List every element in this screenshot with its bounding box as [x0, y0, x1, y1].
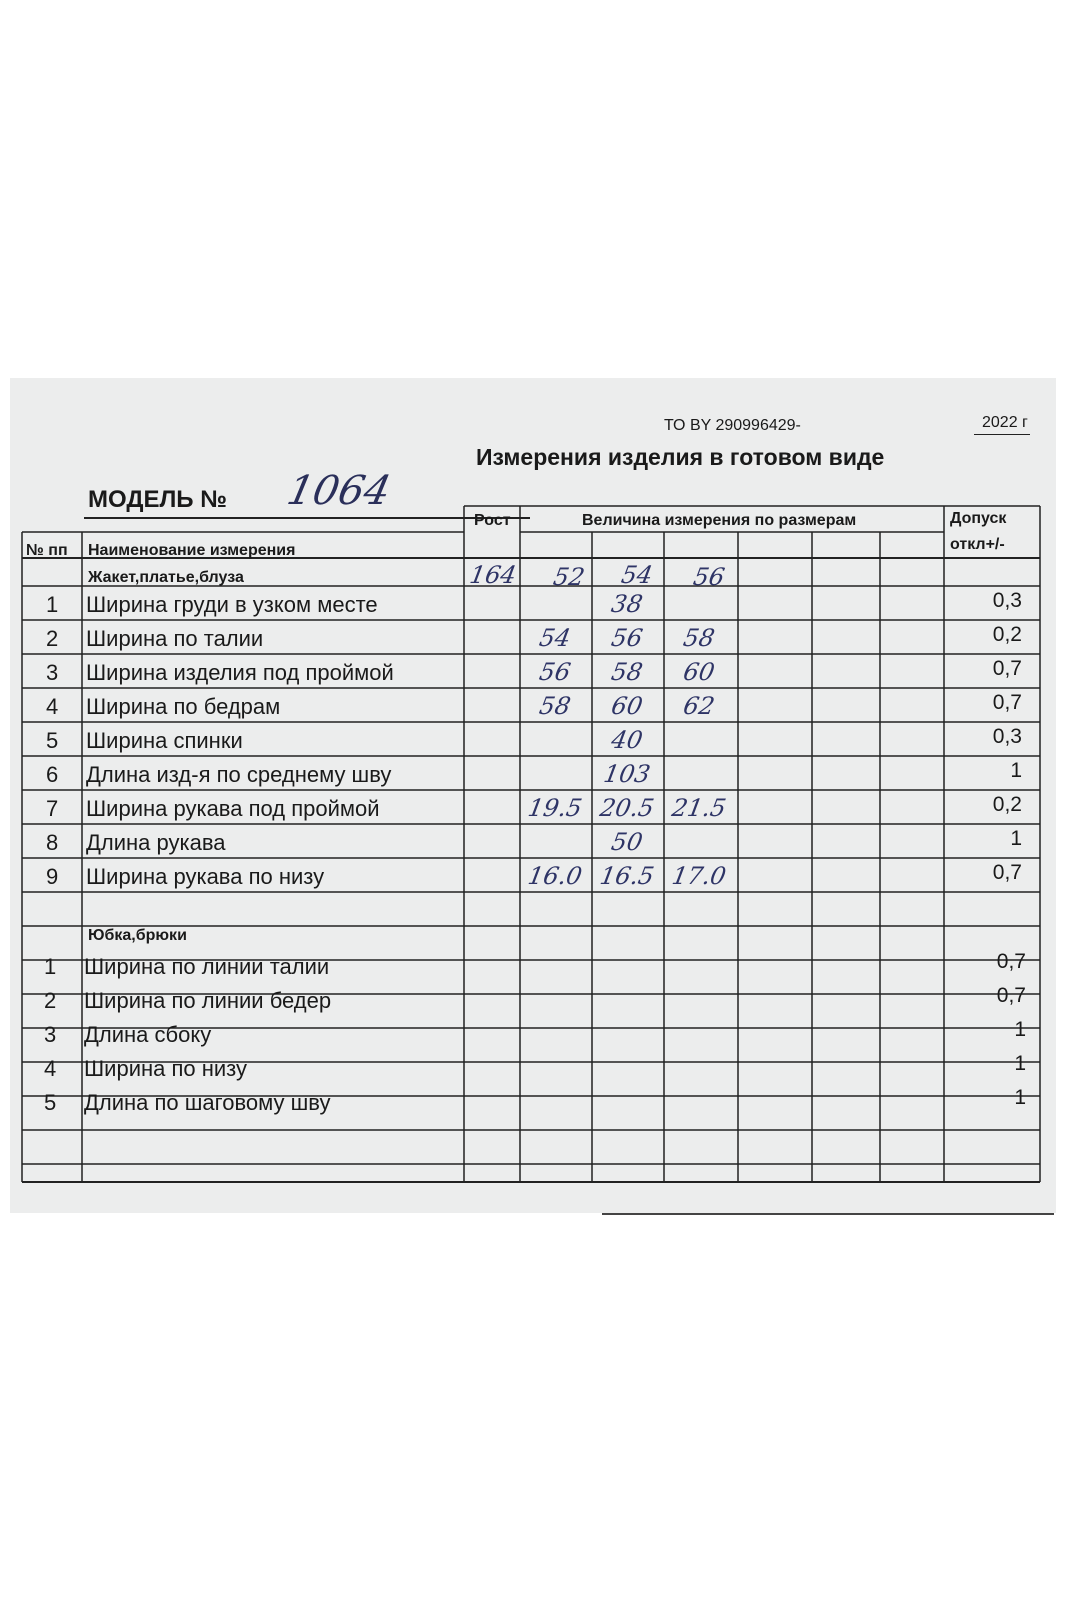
height-value: 164 — [467, 561, 519, 589]
col-sizes-header: Величина измерения по размерам — [582, 512, 857, 529]
tolerance-value: 0,7 — [992, 861, 1022, 884]
handwritten-value: 54 — [537, 624, 573, 652]
tolerance-value: 1 — [1010, 759, 1022, 782]
row-number: 3 — [46, 660, 59, 685]
handwritten-value: 16.0 — [525, 862, 585, 890]
row-number: 2 — [44, 988, 57, 1013]
col-tolerance-header-1: Допуск — [950, 510, 1007, 527]
handwritten-value: 56 — [537, 658, 573, 686]
row-number: 3 — [44, 1022, 57, 1047]
handwritten-value: 62 — [681, 692, 717, 720]
tolerance-value: 0,2 — [992, 793, 1022, 816]
tolerance-value: 1 — [1014, 1086, 1026, 1109]
size-54: 54 — [619, 561, 655, 589]
measurement-name: Ширина по низу — [84, 1056, 248, 1081]
handwritten-value: 20.5 — [597, 794, 657, 822]
handwritten-value: 17.0 — [669, 862, 729, 890]
measurement-name: Ширина рукава под проймой — [86, 796, 380, 821]
model-label: МОДЕЛЬ № — [88, 486, 227, 513]
measurement-name: Ширина по бедрам — [86, 694, 281, 719]
certificate-number: ТО BY 290996429- — [664, 417, 801, 434]
page-title: Измерения изделия в готовом виде — [476, 444, 885, 470]
handwritten-value: 103 — [601, 760, 653, 788]
handwritten-value: 38 — [609, 590, 645, 618]
year-field: 2022 г — [974, 414, 1030, 435]
row-number: 9 — [46, 864, 59, 889]
tolerance-value: 0,7 — [992, 657, 1022, 680]
measurement-name: Ширина по линии талии — [84, 954, 330, 979]
tolerance-value: 0,3 — [992, 589, 1022, 612]
handwritten-value: 56 — [609, 624, 645, 652]
tolerance-value: 0,3 — [992, 725, 1022, 748]
row-number: 4 — [46, 694, 59, 719]
tolerance-value: 1 — [1014, 1052, 1026, 1075]
measurement-name: Длина сбоку — [84, 1022, 212, 1047]
handwritten-value: 50 — [609, 828, 645, 856]
size-52: 52 — [551, 563, 587, 591]
handwritten-value: 58 — [609, 658, 645, 686]
section-title-jacket: Жакет,платье,блуза — [88, 569, 244, 586]
row-number: 1 — [46, 592, 59, 617]
handwritten-value: 21.5 — [669, 794, 729, 822]
measurement-name: Длина изд-я по среднему шву — [86, 762, 392, 787]
measurement-name: Длина по шаговому шву — [84, 1090, 331, 1115]
tolerance-value: 0,7 — [996, 984, 1026, 1007]
measurement-name: Ширина по талии — [86, 626, 264, 651]
handwritten-value: 60 — [681, 658, 717, 686]
tolerance-value: 1 — [1014, 1018, 1026, 1041]
col-tolerance-header-2: откл+/- — [950, 536, 1005, 553]
col-height-header: Рост — [474, 512, 511, 529]
handwritten-value: 58 — [537, 692, 573, 720]
measurement-name: Ширина груди в узком месте — [86, 592, 378, 617]
handwritten-value: 19.5 — [525, 794, 585, 822]
row-number: 7 — [46, 796, 59, 821]
tolerance-value: 0,7 — [996, 950, 1026, 973]
row-number: 2 — [46, 626, 59, 651]
measurement-name: Ширина рукава по низу — [86, 864, 325, 889]
row-number: 6 — [46, 762, 59, 787]
handwritten-value: 16.5 — [597, 862, 657, 890]
measurement-name: Ширина спинки — [86, 728, 243, 753]
col-name-header: Наименование измерения — [88, 542, 296, 559]
row-number: 8 — [46, 830, 59, 855]
tolerance-value: 0,7 — [992, 691, 1022, 714]
handwritten-value: 58 — [681, 624, 717, 652]
measurement-name: Ширина по линии бедер — [84, 988, 332, 1013]
row-number: 5 — [44, 1090, 57, 1115]
row-number: 1 — [44, 954, 57, 979]
tolerance-value: 1 — [1010, 827, 1022, 850]
measurement-name: Длина рукава — [86, 830, 226, 855]
section-title-skirt: Юбка,брюки — [88, 927, 187, 944]
row-number: 4 — [44, 1056, 57, 1081]
handwritten-value: 60 — [609, 692, 645, 720]
col-num-header: № пп — [26, 542, 68, 559]
size-56: 56 — [691, 563, 727, 591]
measurement-name: Ширина изделия под проймой — [86, 660, 394, 685]
tolerance-value: 0,2 — [992, 623, 1022, 646]
model-number-handwritten: 1064 — [283, 468, 395, 514]
handwritten-value: 40 — [609, 726, 645, 754]
row-number: 5 — [46, 728, 59, 753]
